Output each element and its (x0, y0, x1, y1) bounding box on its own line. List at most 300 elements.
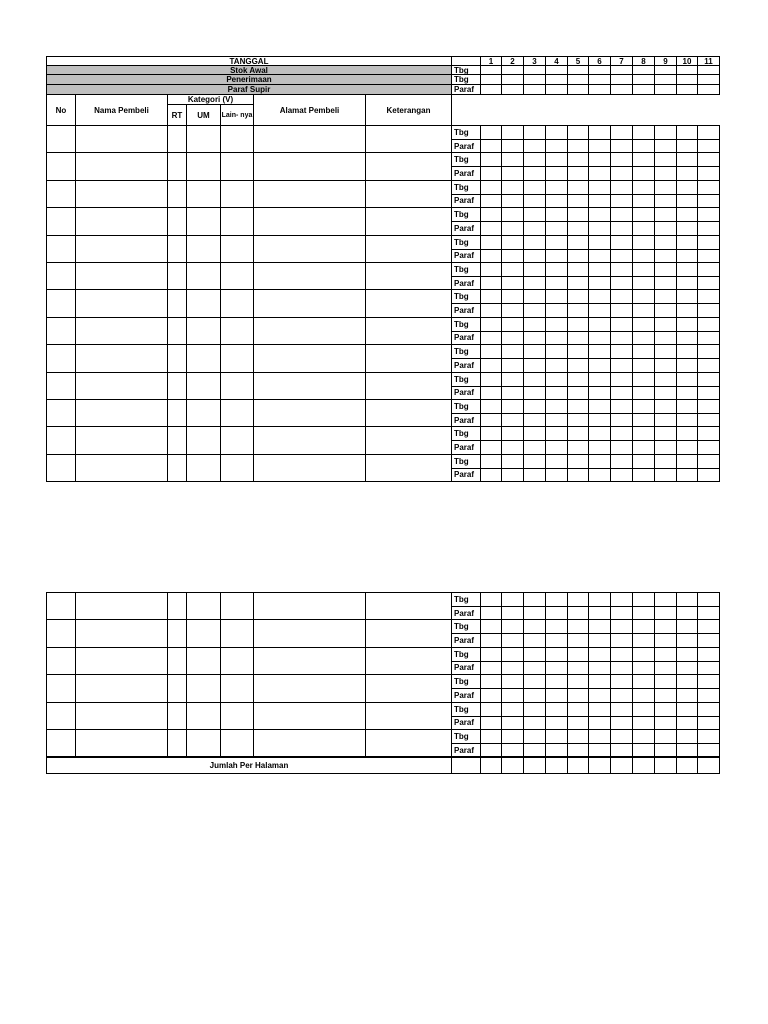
entry-cell (220, 592, 254, 620)
tbg-day-cell (501, 454, 524, 469)
paraf-day-cell (697, 606, 720, 620)
paraf-day-cell (480, 331, 502, 345)
entry-cell (253, 426, 366, 454)
paraf-day-cell (697, 413, 720, 427)
entry-cell (220, 426, 254, 454)
tbg-day-cell (501, 399, 524, 414)
entry-cell (167, 592, 187, 620)
entry-cell (75, 235, 168, 263)
entry-cell (365, 729, 452, 757)
tbg-day-cell (697, 592, 720, 607)
entry-cell (253, 372, 366, 400)
paraf-day-cell (676, 716, 698, 730)
entry-cell (365, 125, 452, 153)
tbg-day-cell (610, 344, 633, 359)
tbg-day-cell (676, 592, 698, 607)
entry-cell (46, 207, 76, 235)
tbg-day-cell (523, 399, 546, 414)
footer-day-cell (676, 757, 698, 774)
paraf-day-cell (545, 276, 568, 290)
tbg-day-cell (610, 235, 633, 250)
tbg-day-cell (588, 619, 611, 634)
entry-cell (46, 180, 76, 208)
paraf-day-cell (480, 661, 502, 675)
entry-cell (75, 399, 168, 427)
tbg-day-cell (588, 180, 611, 195)
col-kategori: Kategori (V) (167, 94, 254, 105)
entry-cell (75, 207, 168, 235)
paraf-day-cell (523, 276, 546, 290)
paraf-day-cell (697, 661, 720, 675)
paraf-day-cell (523, 249, 546, 263)
entry-cell (220, 152, 254, 180)
tbg-day-cell (654, 235, 677, 250)
day-number: 7 (610, 56, 633, 66)
tbg-day-cell (567, 180, 589, 195)
paraf-day-cell (676, 661, 698, 675)
entry-cell (167, 289, 187, 317)
row-label-tbg: Tbg (451, 399, 481, 414)
header-tanggal: TANGGAL (46, 56, 452, 66)
entry-cell (46, 674, 76, 702)
footer-day-cell (654, 757, 677, 774)
tbg-day-cell (480, 454, 502, 469)
paraf-day-cell (567, 413, 589, 427)
paraf-day-cell (632, 303, 655, 317)
entry-cell (167, 454, 187, 482)
tbg-day-cell (654, 207, 677, 222)
entry-cell (220, 619, 254, 647)
paraf-day-cell (545, 139, 568, 153)
tbg-day-cell (632, 592, 655, 607)
entry-cell (75, 125, 168, 153)
header-day-cell (501, 84, 524, 95)
paraf-day-cell (588, 276, 611, 290)
paraf-day-cell (588, 331, 611, 345)
paraf-day-cell (567, 633, 589, 647)
entry-cell (253, 235, 366, 263)
tbg-day-cell (567, 289, 589, 304)
paraf-day-cell (545, 661, 568, 675)
paraf-day-cell (676, 606, 698, 620)
entry-cell (186, 125, 221, 153)
tbg-day-cell (654, 426, 677, 441)
tbg-day-cell (654, 729, 677, 744)
tbg-day-cell (545, 426, 568, 441)
entry-cell (186, 289, 221, 317)
tbg-day-cell (632, 317, 655, 332)
paraf-day-cell (610, 688, 633, 702)
paraf-day-cell (676, 386, 698, 400)
tbg-day-cell (545, 372, 568, 387)
tbg-day-cell (523, 125, 546, 140)
entry-cell (220, 125, 254, 153)
paraf-day-cell (501, 166, 524, 180)
tbg-day-cell (501, 592, 524, 607)
paraf-day-cell (501, 716, 524, 730)
paraf-day-cell (697, 194, 720, 208)
tbg-day-cell (480, 344, 502, 359)
tbg-day-cell (676, 317, 698, 332)
entry-cell (75, 674, 168, 702)
paraf-day-cell (501, 331, 524, 345)
tbg-day-cell (654, 289, 677, 304)
entry-cell (46, 125, 76, 153)
paraf-day-cell (697, 358, 720, 372)
entry-cell (253, 125, 366, 153)
day-number: 8 (632, 56, 655, 66)
entry-cell (75, 619, 168, 647)
tbg-day-cell (523, 454, 546, 469)
tbg-day-cell (523, 317, 546, 332)
tbg-day-cell (480, 426, 502, 441)
tbg-day-cell (588, 647, 611, 662)
paraf-day-cell (610, 358, 633, 372)
row-label-tbg: Tbg (451, 344, 481, 359)
paraf-day-cell (654, 358, 677, 372)
paraf-day-cell (523, 606, 546, 620)
entry-cell (253, 619, 366, 647)
tbg-day-cell (567, 372, 589, 387)
entry-cell (220, 674, 254, 702)
paraf-day-cell (545, 358, 568, 372)
entry-cell (220, 289, 254, 317)
tbg-day-cell (588, 592, 611, 607)
tbg-day-cell (654, 344, 677, 359)
entry-cell (186, 262, 221, 290)
entry-cell (186, 426, 221, 454)
row-label-paraf: Paraf (451, 139, 481, 153)
tbg-day-cell (480, 317, 502, 332)
paraf-day-cell (632, 468, 655, 482)
paraf-day-cell (545, 386, 568, 400)
tbg-day-cell (588, 262, 611, 277)
paraf-day-cell (632, 358, 655, 372)
paraf-day-cell (654, 221, 677, 235)
entry-cell (167, 426, 187, 454)
paraf-day-cell (567, 716, 589, 730)
tbg-day-cell (480, 235, 502, 250)
tbg-day-cell (697, 344, 720, 359)
paraf-day-cell (567, 386, 589, 400)
paraf-day-cell (567, 440, 589, 454)
tbg-day-cell (632, 729, 655, 744)
entry-cell (186, 372, 221, 400)
paraf-day-cell (676, 413, 698, 427)
row-label-paraf: Paraf (451, 633, 481, 647)
tbg-day-cell (654, 592, 677, 607)
paraf-day-cell (632, 661, 655, 675)
entry-cell (220, 647, 254, 675)
tbg-day-cell (632, 702, 655, 717)
col-alamat-pembeli: Alamat Pembeli (253, 94, 366, 126)
tbg-day-cell (588, 152, 611, 167)
tbg-day-cell (545, 125, 568, 140)
tbg-day-cell (480, 702, 502, 717)
tbg-day-cell (588, 702, 611, 717)
entry-cell (167, 180, 187, 208)
paraf-day-cell (501, 386, 524, 400)
tbg-day-cell (523, 729, 546, 744)
paraf-day-cell (676, 688, 698, 702)
tbg-day-cell (676, 702, 698, 717)
entry-cell (186, 399, 221, 427)
tbg-day-cell (523, 344, 546, 359)
tbg-day-cell (610, 426, 633, 441)
entry-cell (75, 289, 168, 317)
col-rt: RT (167, 104, 187, 126)
tbg-day-cell (654, 262, 677, 277)
tbg-day-cell (567, 647, 589, 662)
entry-cell (253, 647, 366, 675)
entry-cell (253, 674, 366, 702)
entry-cell (46, 235, 76, 263)
paraf-day-cell (697, 716, 720, 730)
tbg-day-cell (545, 674, 568, 689)
paraf-day-cell (654, 386, 677, 400)
paraf-day-cell (480, 606, 502, 620)
row-label-tbg: Tbg (451, 592, 481, 607)
entry-cell (253, 702, 366, 730)
tbg-day-cell (610, 647, 633, 662)
tbg-day-cell (654, 454, 677, 469)
header-day-cell (523, 84, 546, 95)
footer-day-cell (588, 757, 611, 774)
tbg-day-cell (480, 729, 502, 744)
tbg-day-cell (632, 152, 655, 167)
entry-cell (46, 289, 76, 317)
tbg-day-cell (523, 235, 546, 250)
paraf-day-cell (632, 221, 655, 235)
paraf-day-cell (501, 413, 524, 427)
tbg-day-cell (501, 262, 524, 277)
paraf-day-cell (567, 606, 589, 620)
tbg-day-cell (697, 235, 720, 250)
paraf-day-cell (567, 743, 589, 757)
entry-cell (253, 289, 366, 317)
tbg-day-cell (676, 399, 698, 414)
tbg-day-cell (654, 647, 677, 662)
header-stok-awal: Stok Awal (46, 65, 452, 75)
tbg-day-cell (610, 125, 633, 140)
entry-cell (167, 262, 187, 290)
tbg-day-cell (632, 399, 655, 414)
row-label-tbg: Tbg (451, 152, 481, 167)
tbg-day-cell (480, 152, 502, 167)
tbg-day-cell (523, 426, 546, 441)
paraf-day-cell (480, 413, 502, 427)
paraf-day-cell (588, 413, 611, 427)
day-number: 1 (480, 56, 502, 66)
paraf-day-cell (523, 688, 546, 702)
entry-cell (75, 426, 168, 454)
paraf-day-cell (632, 633, 655, 647)
row-label-paraf: Paraf (451, 440, 481, 454)
tbg-day-cell (697, 702, 720, 717)
entry-cell (167, 702, 187, 730)
footer-day-cell (697, 757, 720, 774)
entry-cell (220, 235, 254, 263)
paraf-day-cell (523, 633, 546, 647)
tbg-day-cell (697, 426, 720, 441)
paraf-day-cell (588, 743, 611, 757)
row-label-paraf: Paraf (451, 249, 481, 263)
header-row-label: Paraf (451, 84, 481, 95)
tbg-day-cell (523, 619, 546, 634)
tbg-day-cell (567, 317, 589, 332)
header-paraf-supir: Paraf Supir (46, 84, 452, 95)
entry-cell (220, 702, 254, 730)
entry-cell (365, 317, 452, 345)
tbg-day-cell (610, 289, 633, 304)
tbg-day-cell (676, 426, 698, 441)
paraf-day-cell (480, 358, 502, 372)
row-label-tbg: Tbg (451, 207, 481, 222)
entry-cell (220, 207, 254, 235)
row-label-tbg: Tbg (451, 317, 481, 332)
tbg-day-cell (610, 262, 633, 277)
paraf-day-cell (654, 743, 677, 757)
tbg-day-cell (610, 674, 633, 689)
paraf-day-cell (588, 468, 611, 482)
paraf-day-cell (610, 468, 633, 482)
tbg-day-cell (588, 729, 611, 744)
tbg-day-cell (567, 125, 589, 140)
row-label-paraf: Paraf (451, 661, 481, 675)
row-label-paraf: Paraf (451, 743, 481, 757)
paraf-day-cell (480, 194, 502, 208)
tbg-day-cell (697, 152, 720, 167)
tbg-day-cell (480, 289, 502, 304)
paraf-day-cell (588, 194, 611, 208)
entry-cell (46, 729, 76, 757)
entry-cell (365, 619, 452, 647)
tbg-day-cell (697, 729, 720, 744)
paraf-day-cell (567, 468, 589, 482)
entry-cell (167, 207, 187, 235)
row-label-paraf: Paraf (451, 413, 481, 427)
paraf-day-cell (632, 331, 655, 345)
entry-cell (365, 674, 452, 702)
day-number: 5 (567, 56, 589, 66)
paraf-day-cell (588, 633, 611, 647)
entry-cell (167, 729, 187, 757)
tbg-day-cell (501, 647, 524, 662)
tbg-day-cell (676, 729, 698, 744)
paraf-day-cell (632, 194, 655, 208)
entry-cell (186, 152, 221, 180)
day-number: 10 (676, 56, 698, 66)
tbg-day-cell (588, 372, 611, 387)
tbg-day-cell (501, 619, 524, 634)
paraf-day-cell (545, 716, 568, 730)
paraf-day-cell (676, 331, 698, 345)
paraf-day-cell (610, 303, 633, 317)
tbg-day-cell (697, 317, 720, 332)
tbg-day-cell (523, 152, 546, 167)
paraf-day-cell (676, 221, 698, 235)
paraf-day-cell (654, 606, 677, 620)
entry-cell (75, 454, 168, 482)
entry-cell (167, 619, 187, 647)
tbg-day-cell (610, 180, 633, 195)
paraf-day-cell (697, 386, 720, 400)
tbg-day-cell (545, 207, 568, 222)
tbg-day-cell (588, 344, 611, 359)
tbg-day-cell (480, 647, 502, 662)
paraf-day-cell (588, 606, 611, 620)
entry-cell (75, 344, 168, 372)
tbg-day-cell (610, 207, 633, 222)
tbg-day-cell (480, 674, 502, 689)
row-label-tbg: Tbg (451, 702, 481, 717)
col-um: UM (186, 104, 221, 126)
tbg-day-cell (567, 729, 589, 744)
tbg-day-cell (523, 289, 546, 304)
paraf-day-cell (697, 688, 720, 702)
entry-cell (46, 344, 76, 372)
header-day-cell (588, 84, 611, 95)
paraf-day-cell (567, 166, 589, 180)
paraf-day-cell (545, 468, 568, 482)
header-day-cell (697, 84, 720, 95)
tbg-day-cell (632, 619, 655, 634)
paraf-day-cell (676, 139, 698, 153)
paraf-day-cell (480, 303, 502, 317)
paraf-day-cell (545, 743, 568, 757)
tbg-day-cell (654, 180, 677, 195)
tbg-day-cell (523, 180, 546, 195)
tbg-day-cell (610, 619, 633, 634)
tbg-day-cell (545, 399, 568, 414)
entry-cell (46, 647, 76, 675)
entry-cell (365, 592, 452, 620)
row-label-paraf: Paraf (451, 276, 481, 290)
tbg-day-cell (588, 399, 611, 414)
paraf-day-cell (480, 166, 502, 180)
entry-cell (253, 317, 366, 345)
entry-cell (365, 702, 452, 730)
paraf-day-cell (545, 606, 568, 620)
entry-cell (46, 454, 76, 482)
paraf-day-cell (654, 139, 677, 153)
entry-cell (253, 592, 366, 620)
tbg-day-cell (501, 729, 524, 744)
tbg-day-cell (632, 289, 655, 304)
paraf-day-cell (567, 688, 589, 702)
tbg-day-cell (588, 235, 611, 250)
entry-cell (186, 207, 221, 235)
paraf-day-cell (480, 468, 502, 482)
row-label-tbg: Tbg (451, 647, 481, 662)
tbg-day-cell (501, 702, 524, 717)
paraf-day-cell (632, 166, 655, 180)
tbg-day-cell (588, 207, 611, 222)
tbg-day-cell (501, 125, 524, 140)
tbg-day-cell (610, 399, 633, 414)
entry-cell (167, 125, 187, 153)
tbg-day-cell (676, 262, 698, 277)
day-number: 3 (523, 56, 546, 66)
paraf-day-cell (697, 743, 720, 757)
entry-cell (365, 152, 452, 180)
day-number: 4 (545, 56, 568, 66)
entry-cell (75, 702, 168, 730)
row-label-tbg: Tbg (451, 674, 481, 689)
entry-cell (365, 399, 452, 427)
paraf-day-cell (480, 743, 502, 757)
tbg-day-cell (545, 454, 568, 469)
